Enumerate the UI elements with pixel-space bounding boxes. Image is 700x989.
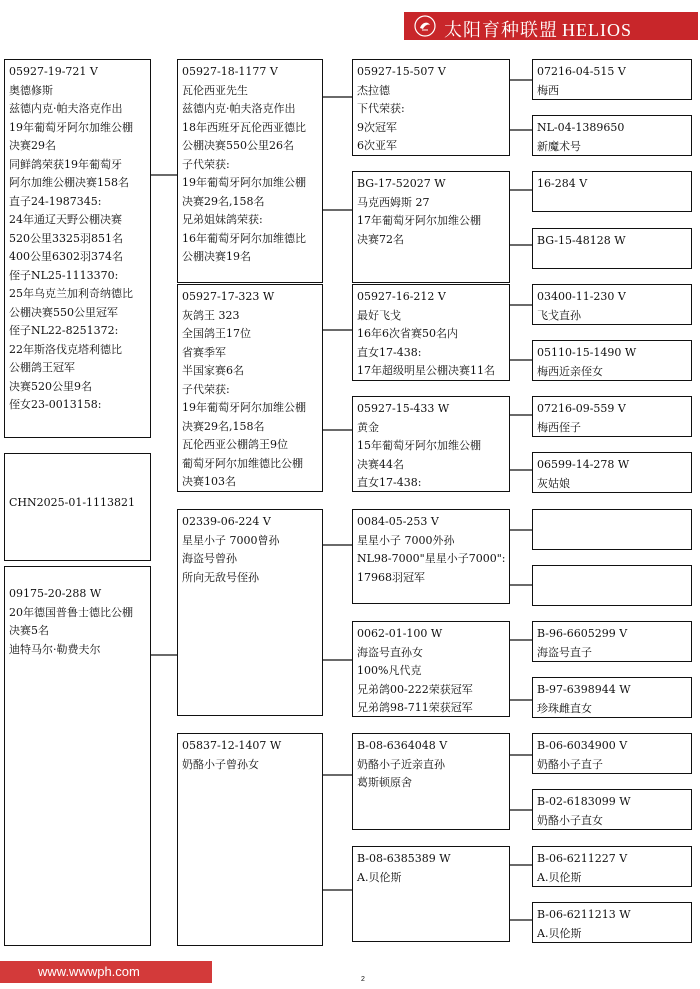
gggp-box	[532, 452, 692, 493]
gggp-line: 奶酪小子直子	[537, 757, 603, 771]
gggp-line: 新魔术号	[537, 139, 581, 153]
ggp-line: 奶酪小子近亲直孙	[357, 757, 445, 771]
dam-box	[4, 566, 151, 946]
sire-line: 瓦伦西亚先生	[182, 83, 248, 97]
gggp-box	[532, 733, 692, 774]
gggp-line: NL-04-1389650	[537, 121, 625, 134]
sire-line: 公棚决赛19名	[182, 250, 251, 263]
subject-line: 侄子NL22-8251372:	[9, 324, 119, 337]
sire-line: 公棚决赛550公里26名	[182, 139, 294, 152]
ggp-box	[352, 284, 510, 381]
gggp-line: B-06-6034900 V	[537, 739, 628, 752]
gggp-line: 05110-15-1490 W	[537, 346, 637, 359]
gggp-line: 梅西近亲侄女	[537, 364, 603, 378]
gggp-line: B-96-6605299 V	[537, 627, 628, 640]
ggp-line: A.贝伦斯	[357, 870, 402, 884]
dam-dam-box	[177, 733, 323, 946]
gggp-box	[532, 677, 692, 718]
gggp-box	[532, 228, 692, 269]
sire-dam-line: 省赛季军	[182, 345, 226, 359]
gggp-line: B-97-6398944 W	[537, 683, 631, 696]
sire-dam-line: 决赛103名	[182, 475, 236, 488]
ggp-line: 直女17-438:	[357, 345, 422, 359]
gggp-box	[532, 621, 692, 662]
sire-dam-line: 灰鸽王 323	[182, 308, 240, 322]
ggp-line: 杰拉德	[357, 83, 390, 97]
dam-sire-line: 02339-06-224 V	[182, 515, 271, 528]
gggp-box	[532, 846, 692, 887]
gggp-line: 07216-09-559 V	[537, 402, 626, 415]
gggp-box	[532, 396, 692, 437]
dam-dam-line: 05837-12-1407 W	[182, 739, 282, 752]
subject-line: 兹德内克·帕夫洛克作出	[9, 102, 123, 115]
ggp-line: 决赛72名	[357, 232, 404, 246]
ggp-line: 黄金	[357, 420, 379, 434]
ggp-line: 星星小子 7000外孙	[357, 533, 455, 547]
gggp-line: 海盗号直子	[537, 645, 592, 659]
sire-line: 兄弟姐妹鸽荣获:	[182, 213, 263, 226]
gggp-line: B-06-6211227 V	[537, 852, 628, 865]
subject-line: 决赛520公里9名	[9, 379, 92, 393]
gggp-box	[532, 115, 692, 156]
gggp-box	[532, 284, 692, 325]
sire-line: 决赛29名,158名	[182, 194, 265, 208]
brand-cn: 太阳育种联盟	[444, 20, 558, 41]
subject-line: 24年通辽天野公棚决赛	[9, 213, 122, 226]
gggp-line: 03400-11-230 V	[537, 290, 626, 303]
sire-dam-line: 瓦伦西亚公棚鸽王9位	[182, 438, 288, 451]
subject-box	[4, 59, 151, 438]
sire-dam-line: 05927-17-323 W	[182, 290, 275, 303]
ggp-box	[352, 621, 510, 717]
gggp-line: A.贝伦斯	[537, 870, 582, 884]
ggp-line: BG-17-52027 W	[357, 177, 446, 190]
ggp-line: 9次冠军	[357, 120, 397, 134]
sire-dam-line: 葡萄牙阿尔加维德比公棚	[182, 456, 303, 470]
dam-line: 决赛5名	[9, 624, 49, 637]
ggp-line: 兄弟鸽00-222荣获冠军	[357, 682, 473, 696]
gggp-line: B-06-6211213 W	[537, 908, 631, 921]
ggp-line: B-08-6385389 W	[357, 852, 451, 865]
gggp-box-empty	[532, 509, 692, 550]
ggp-line: 兄弟鸽98-711荣获冠军	[357, 701, 473, 714]
subject-line: 侄子NL25-1113370:	[9, 268, 119, 282]
gggp-box	[532, 59, 692, 100]
ggp-line: 0084-05-253 V	[357, 515, 439, 528]
dam-sire-box	[177, 509, 323, 716]
sire-line: 子代荣获:	[182, 157, 230, 171]
gggp-line: B-02-6183099 W	[537, 795, 631, 808]
dam-line: 迪特马尔·勒费夫尔	[9, 642, 101, 656]
gggp-line: 07216-04-515 V	[537, 65, 626, 78]
gggp-line: A.贝伦斯	[537, 926, 582, 940]
ggp-line: 葛斯顿原舍	[357, 776, 412, 789]
subject-line: 22年斯洛伐克塔利德比	[9, 342, 122, 356]
sire-line: 兹德内克·帕夫洛克作出	[182, 102, 296, 115]
subject-line: 阿尔加维公棚决赛158名	[9, 176, 129, 189]
dam-dam-line: 奶酪小子曾孙女	[182, 757, 259, 771]
subject-line: 决赛29名	[9, 139, 56, 152]
gggp-box	[532, 902, 692, 943]
ggp-line: 15年葡萄牙阿尔加维公棚	[357, 439, 481, 452]
subject-line: 公棚决赛550公里冠军	[9, 305, 118, 319]
gggp-line: 06599-14-278 W	[537, 458, 630, 471]
dam-sire-line: 海盗号曾孙	[182, 552, 237, 565]
ggp-line: 最好飞戈	[357, 308, 401, 322]
ggp-box	[352, 59, 510, 156]
ggp-line: 16年6次省赛50名内	[357, 327, 458, 340]
sire-line: 05927-18-1177 V	[182, 65, 278, 78]
ggp-line: 6次亚军	[357, 139, 397, 152]
gggp-box	[532, 171, 692, 212]
subject-line: 05927-19-721 V	[9, 65, 98, 78]
gggp-line: 珍珠雌直女	[537, 701, 592, 715]
gggp-line: 16-284 V	[537, 177, 588, 190]
ggp-box	[352, 509, 510, 604]
gggp-line: BG-15-48128 W	[537, 234, 626, 247]
sire-box	[177, 59, 323, 283]
ggp-line: 下代荣获:	[357, 102, 405, 115]
ggp-line: 100%凡代克	[357, 664, 422, 677]
sire-dam-line: 决赛29名,158名	[182, 419, 265, 433]
gggp-line: 灰姑娘	[537, 476, 570, 490]
brand-en: HELIOS	[562, 20, 632, 40]
sire-dam-line: 19年葡萄牙阿尔加维公棚	[182, 401, 306, 414]
reg-number-box	[4, 453, 151, 561]
sire-line: 18年西班牙瓦伦西亚德比	[182, 120, 306, 134]
subject-line: 公棚鸽王冠军	[9, 361, 75, 374]
gggp-box	[532, 340, 692, 381]
dam-sire-line: 所向无敌号侄孙	[182, 570, 259, 584]
sire-dam-box	[177, 284, 323, 492]
sire-line: 19年葡萄牙阿尔加维公棚	[182, 176, 306, 189]
subject-line: 同鲜鸽荣获19年葡萄牙	[9, 157, 122, 171]
footer-url[interactable]: www.wwwph.com	[0, 961, 212, 983]
gggp-line: 奶酪小子直女	[537, 813, 603, 827]
subject-line: 25年乌克兰加利奇纳德比	[9, 287, 133, 300]
ggp-line: 17年超级明星公棚决赛11名	[357, 364, 495, 377]
page-number: 2	[361, 976, 365, 983]
ggp-line: 05927-15-433 W	[357, 402, 450, 415]
dam-line: 20年德国普鲁士德比公棚	[9, 605, 133, 619]
subject-line: 400公里6302羽374名	[9, 250, 123, 263]
ggp-line: 0062-01-100 W	[357, 627, 443, 640]
ggp-line: 直女17-438:	[357, 476, 422, 489]
sire-dam-line: 子代荣获:	[182, 382, 230, 396]
ggp-line: 决赛44名	[357, 457, 404, 471]
gggp-line: 飞戈直孙	[537, 308, 581, 322]
gggp-box-empty	[532, 565, 692, 606]
subject-line: 520公里3325羽851名	[9, 231, 123, 245]
gggp-box	[532, 789, 692, 830]
ggp-line: 海盗号直孙女	[357, 645, 423, 659]
sire-line: 16年葡萄牙阿尔加维德比	[182, 231, 306, 245]
ggp-line: 17968羽冠军	[357, 570, 425, 584]
ggp-line: B-08-6364048 V	[357, 739, 448, 752]
ggp-line: 马克西姆斯 27	[357, 195, 430, 209]
ggp-box	[352, 171, 510, 283]
ggp-box	[352, 396, 510, 492]
subject-line: 奥德修斯	[9, 83, 53, 97]
ggp-box	[352, 733, 510, 830]
dam-sire-line: 星星小子 7000曾孙	[182, 533, 280, 547]
subject-line: 直子24-1987345:	[9, 194, 102, 208]
ggp-line: NL98-7000"星星小子7000":	[357, 552, 506, 565]
sire-dam-line: 半国家赛6名	[182, 364, 244, 377]
reg-number: CHN2025-01-1113821	[9, 496, 136, 509]
ggp-box	[352, 846, 510, 942]
ggp-line: 05927-16-212 V	[357, 290, 446, 303]
ggp-line: 17年葡萄牙阿尔加维公棚	[357, 214, 481, 227]
gggp-line: 梅西侄子	[537, 420, 581, 434]
ggp-line: 05927-15-507 V	[357, 65, 446, 78]
subject-line: 侄女23-0013158:	[9, 398, 102, 411]
sire-dam-line: 全国鸽王17位	[182, 327, 251, 340]
gggp-line: 梅西	[537, 83, 559, 97]
dam-line: 09175-20-288 W	[9, 587, 102, 600]
subject-line: 19年葡萄牙阿尔加维公棚	[9, 120, 133, 134]
